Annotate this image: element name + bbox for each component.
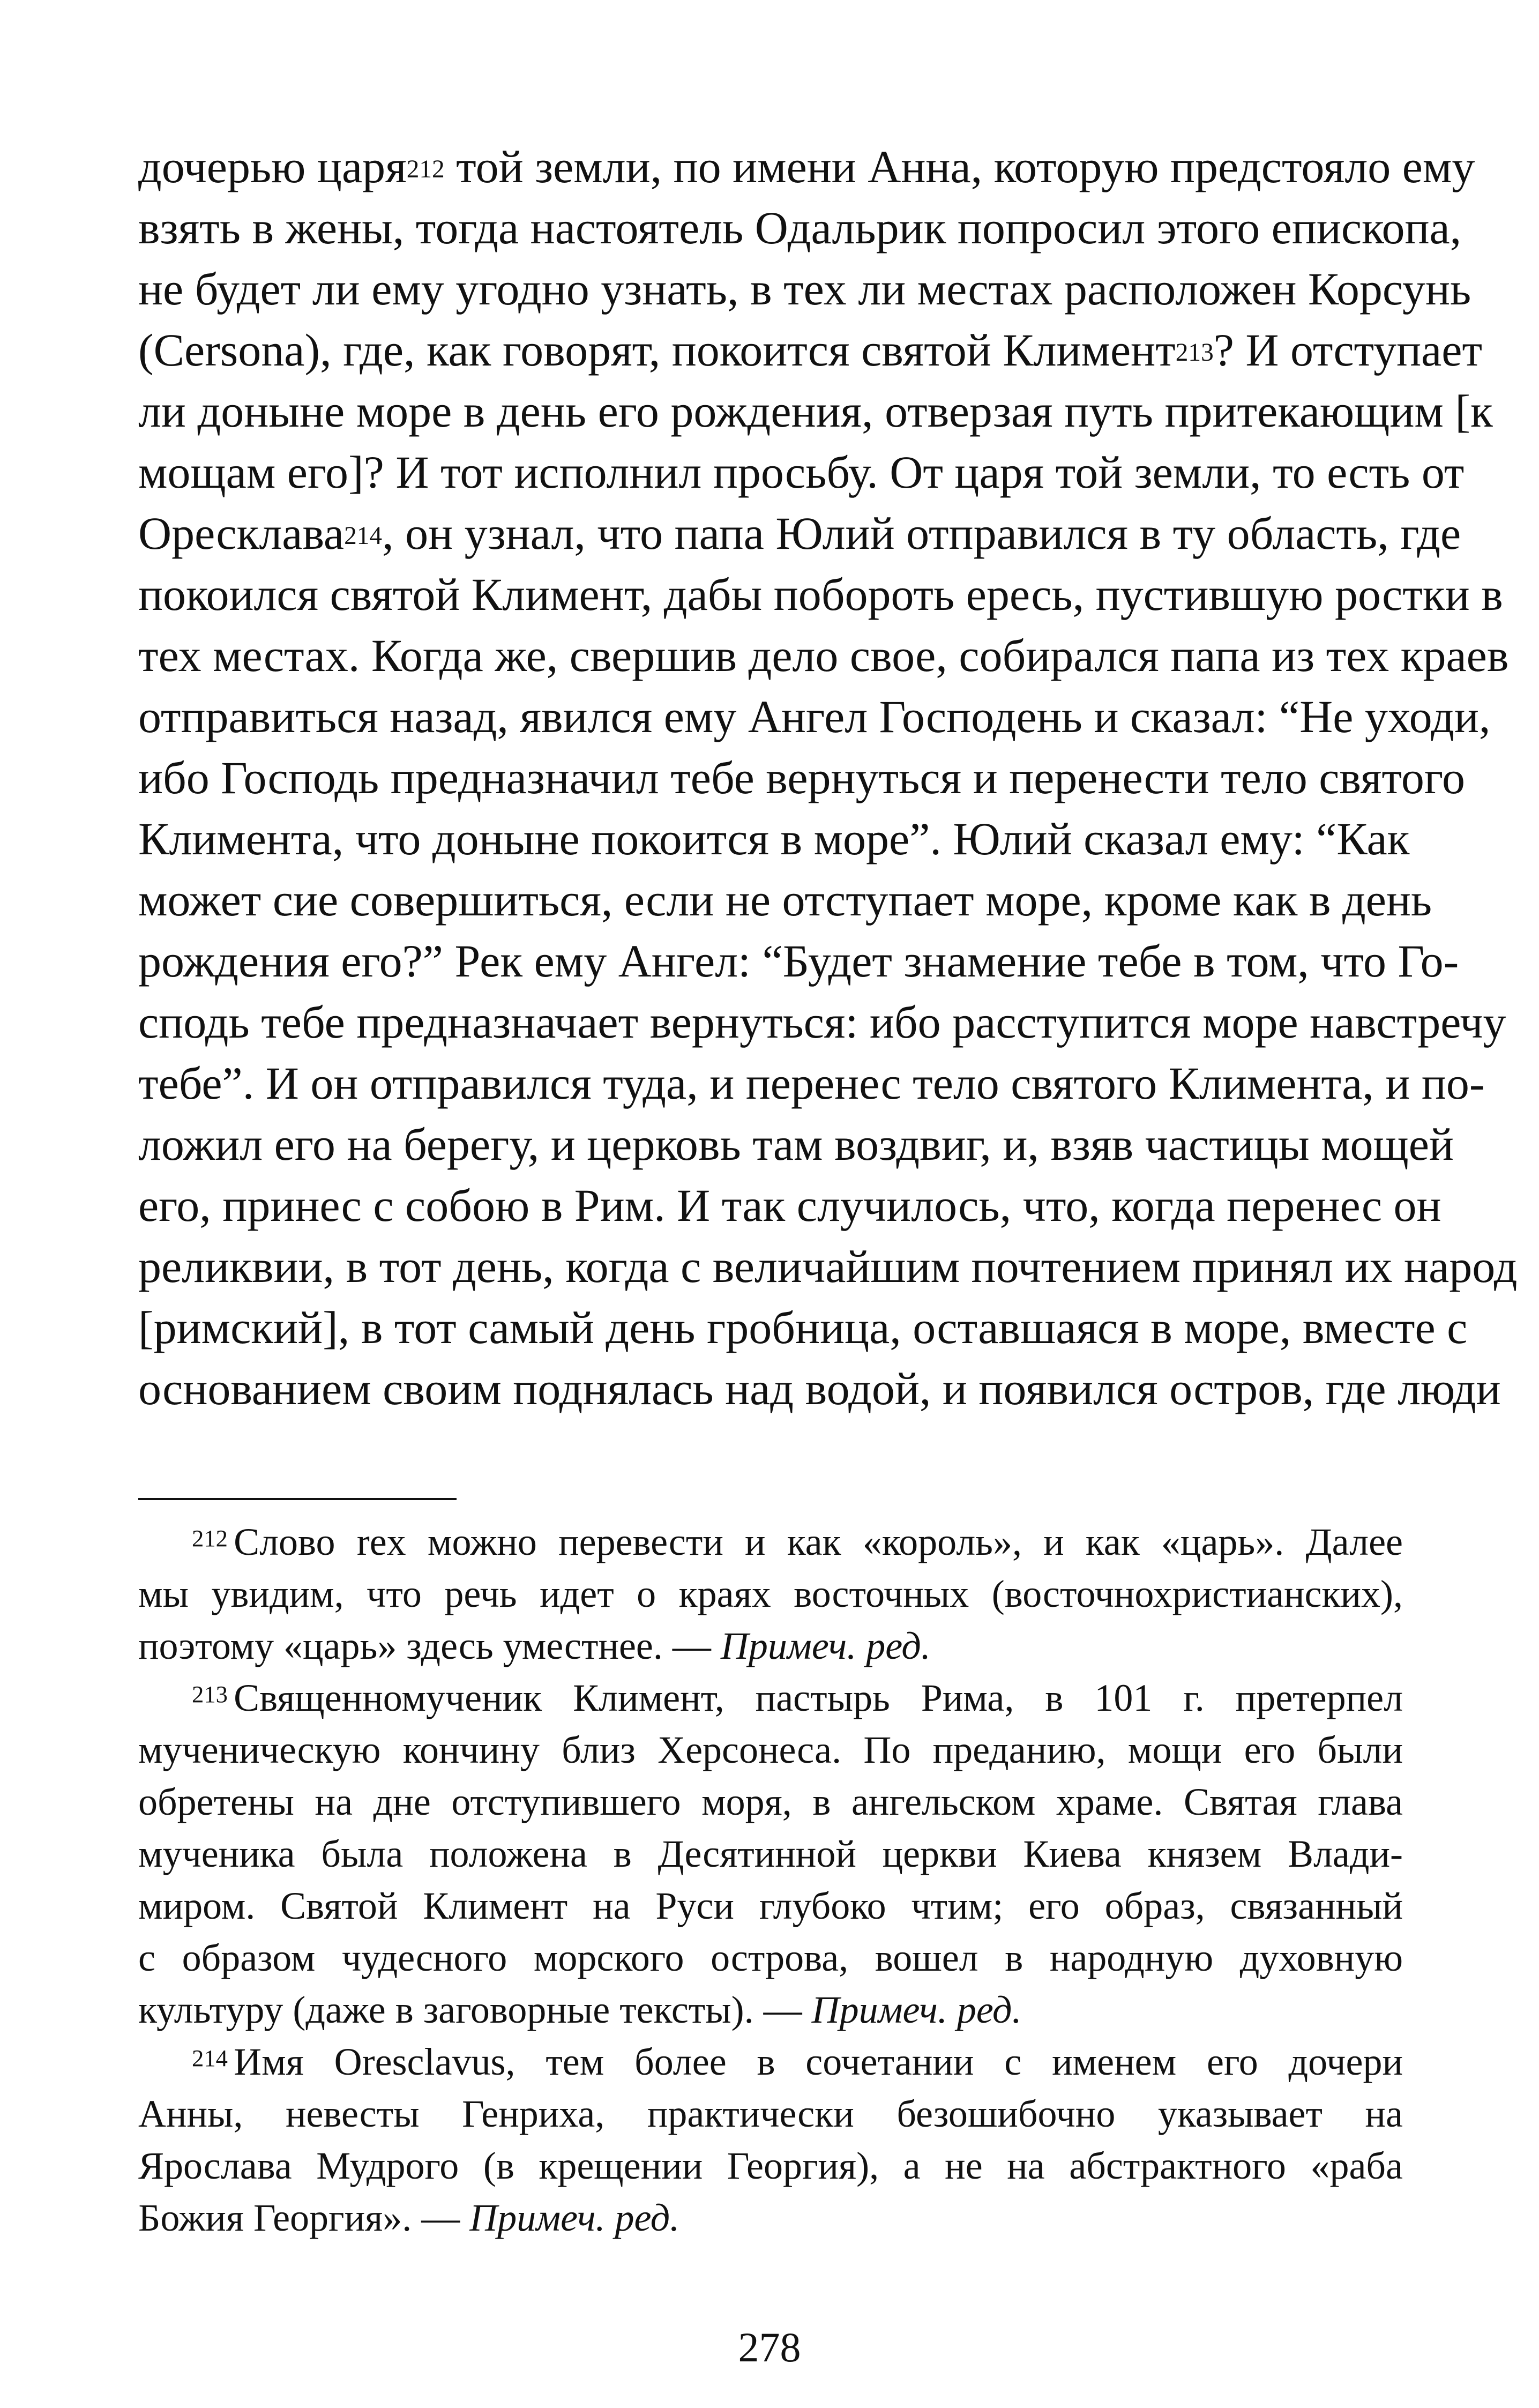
line-text: может сие совершиться, если не отступает море, кроме как в день (138, 874, 1432, 926)
text-line (138, 1114, 1454, 1174)
text-line (138, 1359, 1501, 1419)
text-line (138, 1236, 1518, 1296)
line-text: (Cersona), где, как говорят, покоится святой Климент (138, 324, 1176, 376)
footnote-line (138, 2193, 1403, 2243)
line-text: ложил его на берегу, и церковь там воздвиг, и, взяв частицы мощей (138, 1119, 1454, 1170)
footnote-text: мы увидим, что речь идет о краях восточных (восточнохристианских), (138, 1572, 1403, 1615)
line-text: не будет ли ему угодно узнать, в тех ли местах расположен Корсунь (138, 263, 1471, 315)
text-line (138, 687, 1491, 747)
footnote-line (138, 2089, 1403, 2139)
footnote-text: Ярослава Мудрого (в крещении Георгия), а не на абстрактного «раба (138, 2144, 1403, 2187)
footnote-line (138, 1881, 1403, 1932)
footnote-line (138, 1621, 1403, 1672)
footnote-text: Священномученик Климент, пастырь Рима, в 101 г. претерпел (234, 1676, 1403, 1719)
footnote-number: 212 (192, 1525, 228, 1552)
line-text: тебе”. И он отправился туда, и перенес тело святого Климента, и по- (138, 1057, 1485, 1109)
text-line (138, 931, 1459, 991)
footnote-line (138, 2037, 1403, 2088)
footnote-text: с образом чудесного морского острова, вошел в народную духовную (138, 1936, 1403, 1979)
footnote-text: поэтому «царь» здесь уместнее. — (138, 1624, 721, 1667)
footnote-ref: 213 (1175, 338, 1214, 367)
line-text: мощам его]? И тот исполнил просьбу. От царя той земли, то есть от (138, 446, 1465, 498)
footnote-text: культуру (даже в заговорные тексты). — (138, 1988, 812, 2031)
line-text: покоился святой Климент, дабы побороть ересь, пустившую ростки в (138, 569, 1503, 620)
footnote-text: Анны, невесты Генриха, практически безошибочно указывает на (138, 2092, 1403, 2135)
footnote-ref: 214 (344, 521, 383, 550)
footnote-line (138, 1517, 1403, 1568)
footnote-line (138, 2141, 1403, 2191)
text-line (138, 442, 1465, 502)
text-line (138, 625, 1509, 685)
line-text: отправиться назад, явился ему Ангел Господень и сказал: “Не уходи, (138, 691, 1491, 742)
text-line (138, 809, 1410, 869)
line-text: Климента, что доныне покоится в море”. Юлий сказал ему: “Как (138, 813, 1410, 864)
footnote-text: миром. Святой Климент на Руси глубоко чтим; его образ, связанный (138, 1884, 1403, 1927)
line-text: ибо Господь предназначил тебе вернуться и перенести тело святого (138, 752, 1466, 803)
line-text: сподь тебе предназначает вернуться: ибо расступится море навстречу (138, 996, 1506, 1048)
footnote-text: Слово rex можно перевести и как «король», и как «царь». Далее (234, 1520, 1403, 1563)
editor-note: Примеч. ред. (720, 1624, 931, 1667)
footnote-number: 214 (192, 2045, 228, 2072)
text-line (138, 137, 1475, 197)
editor-note: Примеч. ред. (469, 2196, 680, 2239)
editor-note: Примеч. ред. (811, 1988, 1022, 2031)
footnote-line (138, 1829, 1403, 1880)
page-number: 278 (738, 2324, 801, 2370)
footnote-text: обретены на дне отступившего моря, в ангельском храме. Святая глава (138, 1780, 1403, 1823)
line-text: основанием своим поднялась над водой, и появился остров, где люди (138, 1363, 1501, 1414)
text-line (138, 381, 1493, 441)
footnote-separator (138, 1498, 457, 1500)
text-line (138, 198, 1462, 258)
line-text: взять в жены, тогда настоятель Одальрик попросил этого епископа, (138, 202, 1462, 254)
footnote-line (138, 1569, 1403, 1620)
line-text-rest: , он узнал, что папа Юлий отправился в ту область, где (382, 508, 1461, 559)
footnote-number: 213 (192, 1681, 228, 1708)
footnote-line (138, 1673, 1403, 1724)
line-text: тех местах. Когда же, свершив дело свое, собирался папа из тех краев (138, 630, 1509, 681)
text-line (138, 503, 1461, 563)
text-line (138, 1298, 1468, 1358)
text-line (138, 748, 1466, 808)
footnote-text: мученическую кончину близ Херсонеса. По преданию, мощи его были (138, 1728, 1403, 1771)
footnote-line (138, 1933, 1403, 1984)
text-line (138, 870, 1432, 930)
footnote-line (138, 1777, 1403, 1828)
line-text-rest: той земли, по имени Анна, которую предстояло ему (444, 141, 1475, 192)
footnote-text: Божия Георгия». — (138, 2196, 470, 2239)
line-text-rest: ? И отступает (1213, 324, 1483, 376)
text-line (138, 992, 1506, 1052)
text-line (138, 259, 1471, 319)
text-line (138, 320, 1483, 380)
text-line (138, 1053, 1485, 1113)
line-text: Оресклава (138, 508, 345, 559)
footnote-line (138, 1985, 1403, 2036)
text-line (138, 564, 1503, 624)
line-text: рождения его?” Рек ему Ангел: “Будет знамение тебе в том, что Го- (138, 935, 1459, 987)
line-text: [римский], в тот самый день гробница, оставшаяся в море, вместе с (138, 1302, 1468, 1353)
footnote-line (138, 1725, 1403, 1776)
footnote-text: Имя Oresclavus, тем более в сочетании с именем его дочери (234, 2040, 1403, 2083)
footnote-text: мученика была положена в Десятинной церкви Киева князем Влади- (138, 1832, 1403, 1875)
line-text: ли доныне море в день его рождения, отверзая путь притекающим [к (138, 385, 1493, 437)
footnote-ref: 212 (406, 155, 445, 183)
line-text: дочерью царя (138, 141, 407, 192)
text-line (138, 1175, 1441, 1235)
line-text: его, принес с собою в Рим. И так случилось, что, когда перенес он (138, 1180, 1441, 1231)
line-text: реликвии, в тот день, когда с величайшим почтением принял их народ (138, 1241, 1518, 1292)
